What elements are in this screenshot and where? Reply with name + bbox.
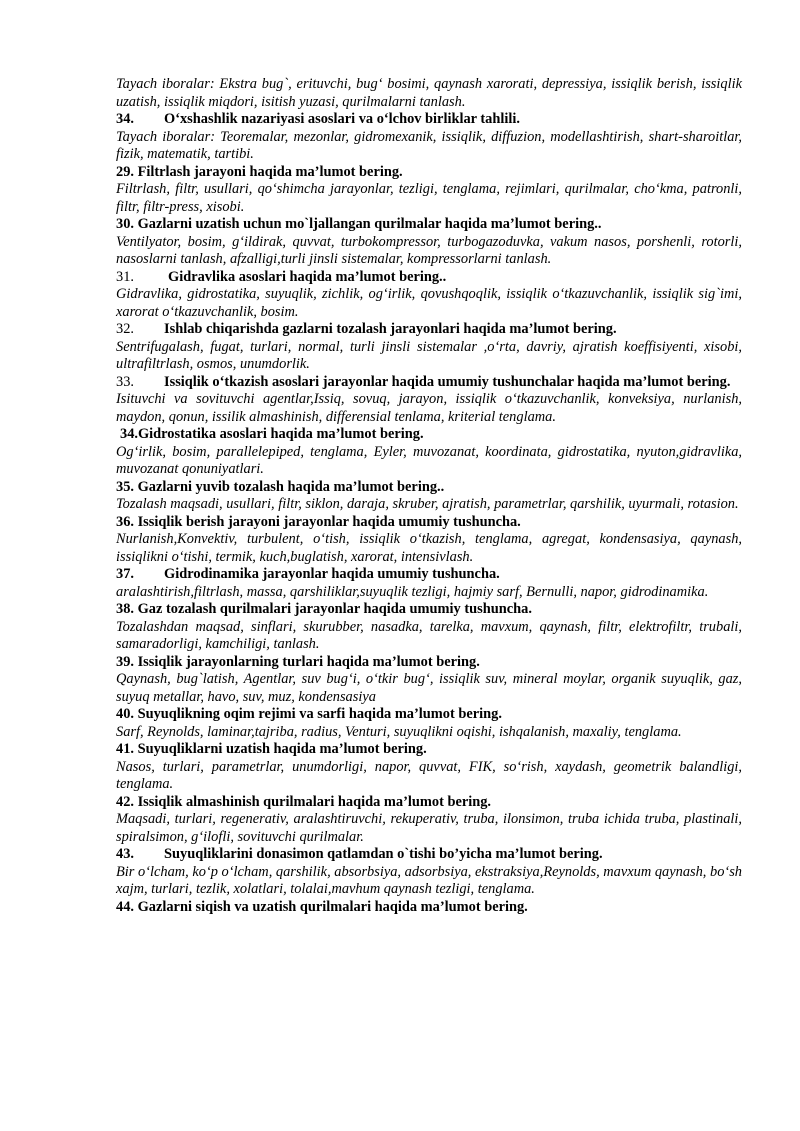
question-heading bbox=[116, 164, 742, 182]
question-heading bbox=[116, 111, 742, 129]
question-heading bbox=[116, 601, 742, 619]
question-title: Gidrodinamika jarayonlar haqida umumiy tushuncha. bbox=[164, 566, 500, 582]
question-title: Suyuqliklarini donasimon qatlamdan o`tishi bo’yicha ma’lumot bering. bbox=[164, 846, 603, 862]
question-number: 33. bbox=[116, 373, 134, 390]
keywords-paragraph: Tayach iboralar: Teoremalar, mezonlar, gidromexanik, issiqlik, diffuzion, modellashtirish, shart-sharoitlar, fizik, matematik, tartibi. bbox=[116, 128, 742, 162]
keywords-paragraph: Tayach iboralar: Ekstra bug`, erituvchi, bug‘ bosimi, qaynash xarorati, depressiya, issiqlik berish, issiqlik uzatish, issiqlik miqdori, isitish yuzasi, qurilmalarni tanlash. bbox=[116, 76, 742, 110]
question-heading bbox=[116, 269, 742, 287]
keywords-paragraph: Nasos, turlari, parametrlar, unumdorligi, napor, quvvat, FIK, so‘rish, xaydash, geometrik balandligi, tenglama. bbox=[116, 758, 742, 792]
keywords-paragraph: Isituvchi va sovituvchi agentlar,Issiq, sovuq, jarayon, issiqlik o‘tkazuvchanlik, konveksiya, nurlanish, maydon, qonun, issilik almashinish, differensial tenlama, kriterial tenglama. bbox=[116, 391, 742, 425]
question-title: 34.Gidrostatika asoslari haqida ma’lumot bering. bbox=[120, 426, 424, 442]
keywords-paragraph: aralashtirish,filtrlash, massa, qarshiliklar,suyuqlik tezligi, hajmiy sarf, Bernulli, napor, gidrodinamika. bbox=[116, 583, 709, 600]
keywords-paragraph: Gidravlika, gidrostatika, suyuqlik, zichlik, og‘irlik, qovushqoqlik, issiqlik o‘tkazuvchanlik, issiqlik sig`imi, xarorat o‘tkazuvchanlik, bosim. bbox=[116, 286, 742, 320]
question-number: 37. bbox=[116, 566, 134, 582]
question-heading bbox=[116, 566, 742, 584]
question-heading bbox=[116, 514, 742, 532]
question-title: 40. Suyuqlikning oqim rejimi va sarfi haqida ma’lumot bering. bbox=[116, 706, 502, 722]
question-number: 34. bbox=[116, 111, 134, 127]
question-heading bbox=[116, 846, 742, 864]
keywords-paragraph: Filtrlash, filtr, usullari, qo‘shimcha jarayonlar, tezligi, tenglama, rejimlari, qurilmalar, cho‘kma, patronli, filtr, filtr-press, xisobi. bbox=[116, 181, 742, 215]
document-page bbox=[116, 76, 742, 916]
question-heading bbox=[116, 899, 742, 917]
question-heading bbox=[116, 654, 742, 672]
keywords-paragraph: Nurlanish,Konvektiv, turbulent, o‘tish, issiqlik o‘tkazish, tenglama, agregat, kondensasiya, qaynash, issiqlikni o‘tishi, termik, kuch,buglatish, xarorat, intensivlash. bbox=[116, 531, 742, 565]
question-title: 36. Issiqlik berish jarayoni jarayonlar haqida umumiy tushuncha. bbox=[116, 513, 521, 530]
question-heading bbox=[116, 321, 742, 339]
question-number: 43. bbox=[116, 846, 134, 862]
question-heading bbox=[116, 374, 742, 392]
question-title: Issiqlik o‘tkazish asoslari jarayonlar haqida umumiy tushunchalar haqida ma’lumot bering. bbox=[164, 373, 731, 390]
question-title: O‘xshashlik nazariyasi asoslari va o‘lchov birliklar tahlili. bbox=[164, 111, 520, 127]
question-heading bbox=[116, 706, 742, 724]
keywords-paragraph: Ventilyator, bosim, g‘ildirak, quvvat, turbokompressor, turbogazoduvka, vakum nasos, porshenli, rotorli, nasoslarni tanlash, afzalligi,turli jinsli sistemalar, kompressorlarni tanlash. bbox=[116, 233, 742, 267]
question-title: Ishlab chiqarishda gazlarni tozalash jarayonlari haqida ma’lumot bering. bbox=[164, 321, 617, 337]
question-title: 41. Suyuqliklarni uzatish haqida ma’lumot bering. bbox=[116, 741, 427, 757]
keywords-paragraph: Bir o‘lcham, ko‘p o‘lcham, qarshilik, absorbsiya, adsorbsiya, ekstraksiya,Reynolds, mavxum qaynash, bo‘sh xajm, turlari, tezlik, xolatlari, tolalai,mavhum qaynash tezligi, tenglama. bbox=[116, 863, 742, 897]
question-title: Gidravlika asoslari haqida ma’lumot bering.. bbox=[168, 268, 447, 285]
keywords-paragraph: Qaynash, bug`latish, Agentlar, suv bug‘i, o‘tkir bug‘, issiqlik suv, mineral moylar, organik suyuqlik, gaz, suyuq metallar, havo, suv, muz, kondensasiya bbox=[116, 671, 742, 705]
keywords-paragraph: Sentrifugalash, fugat, turlari, normal, turli jinsli sistemalar ,o‘rta, davriy, ajratish koeffisiyenti, xisobi, ultrafiltrlash, osmos, unumdorlik. bbox=[116, 338, 742, 372]
keywords-paragraph: Tozalash maqsadi, usullari, filtr, siklon, daraja, skruber, ajratish, parametrlar, qarshilik, uyurmali, rotasion. bbox=[116, 496, 739, 512]
question-heading bbox=[116, 479, 742, 497]
question-heading bbox=[116, 426, 742, 444]
question-heading bbox=[116, 741, 742, 759]
question-number: 31. bbox=[116, 268, 134, 285]
question-heading bbox=[116, 794, 742, 812]
question-title: 30. Gazlarni uzatish uchun mo`ljallangan qurilmalar haqida ma’lumot bering.. bbox=[116, 216, 602, 232]
question-title: 39. Issiqlik jarayonlarning turlari haqida ma’lumot bering. bbox=[116, 653, 480, 670]
keywords-paragraph: Og‘irlik, bosim, parallelepiped, tenglama, Eyler, muvozanat, koordinata, gidrostatika, nyuton,gidravlika, muvozanat qonuniyatlari. bbox=[116, 443, 742, 477]
question-number: 32. bbox=[116, 321, 134, 337]
question-title: 35. Gazlarni yuvib tozalash haqida ma’lumot bering.. bbox=[116, 478, 445, 495]
keywords-paragraph: Sarf, Reynolds, laminar,tajriba, radius, Venturi, suyuqlikni oqishi, ishqalanish, maxaliy, tenglama. bbox=[116, 723, 682, 740]
question-title: 42. Issiqlik almashinish qurilmalari haqida ma’lumot bering. bbox=[116, 793, 492, 810]
keywords-paragraph: Tozalashdan maqsad, sinflari, skurubber, nasadka, tarelka, mavxum, qaynash, filtr, elektrofiltr, trubali, samaradorligi, kamchiligi, tanlash. bbox=[116, 618, 742, 652]
question-title: 38. Gaz tozalash qurilmalari jarayonlar haqida umumiy tushuncha. bbox=[116, 601, 532, 617]
question-title: 29. Filtrlash jarayoni haqida ma’lumot bering. bbox=[116, 163, 403, 180]
question-heading bbox=[116, 216, 742, 234]
question-title: 44. Gazlarni siqish va uzatish qurilmalari haqida ma’lumot bering. bbox=[116, 898, 528, 915]
keywords-paragraph: Maqsadi, turlari, regenerativ, aralashtiruvchi, rekuperativ, truba, ilonsimon, truba ichida truba, plastinali, spiralsimon, g‘ilofli, sovituvchi qurilmalar. bbox=[116, 811, 742, 845]
